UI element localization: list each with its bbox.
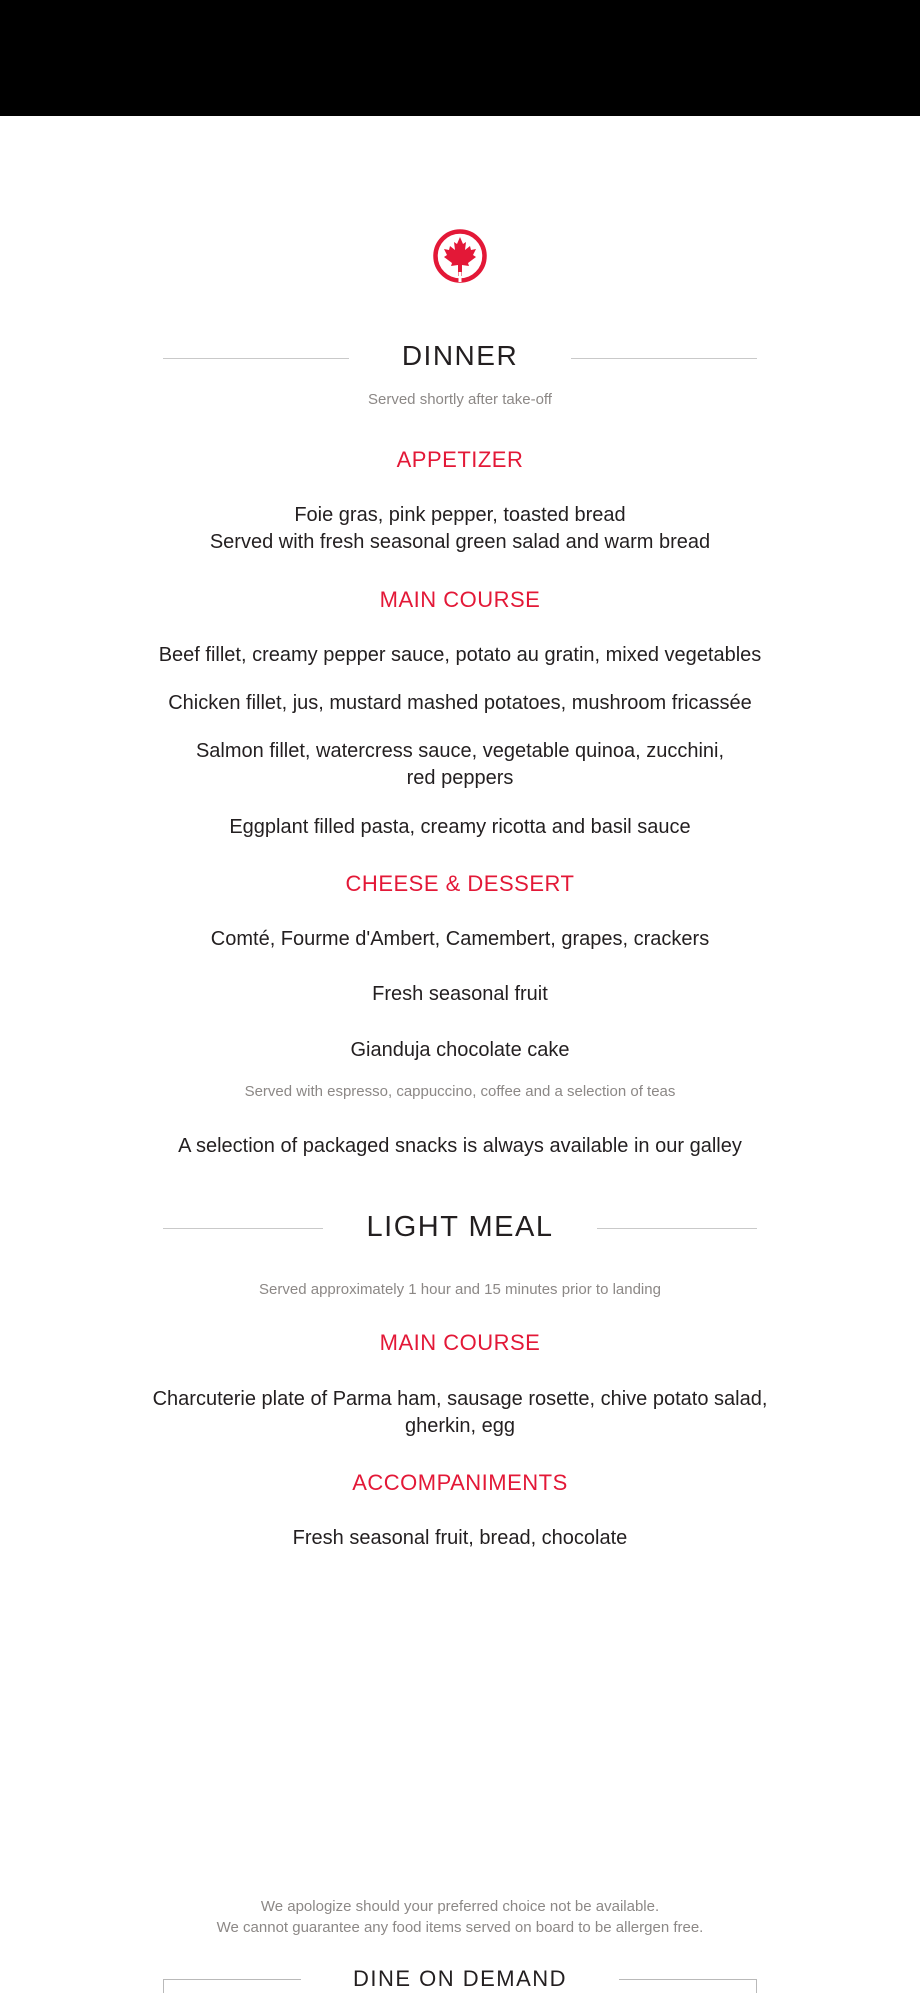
appetizer-note: Served with fresh seasonal green salad and warm bread <box>209 531 711 553</box>
main-item-beef: Beef fillet, creamy pepper sauce, potato au gratin, mixed vegetables <box>158 644 762 666</box>
footer-allergen: We cannot guarantee any food items served on board to be allergen free. <box>216 1919 704 1936</box>
snacks-note: A selection of packaged snacks is always available in our galley <box>178 1135 742 1157</box>
dinner-title: DINNER <box>401 340 519 371</box>
maple-leaf-roundel-icon <box>432 228 488 284</box>
main-item-eggplant: Eggplant filled pasta, creamy ricotta and basil sauce <box>229 816 691 838</box>
light-main-course-heading: MAIN COURSE <box>379 1330 541 1355</box>
light-meal-subtitle: Served approximately 1 hour and 15 minutes prior to landing <box>259 1281 661 1298</box>
cheese-dessert-heading: CHEESE & DESSERT <box>345 871 575 896</box>
accompaniments-heading: ACCOMPANIMENTS <box>352 1470 568 1495</box>
dessert-item-cheese: Comté, Fourme d'Ambert, Camembert, grapes, crackers <box>210 928 710 950</box>
dessert-note: Served with espresso, cappuccino, coffee and a selection of teas <box>244 1083 676 1100</box>
footer-apology: We apologize should your preferred choice not be available. <box>260 1898 660 1915</box>
light-main-item: Charcuterie plate of Parma ham, sausage rosette, chive potato salad, <box>152 1388 768 1410</box>
appetizer-item: Foie gras, pink pepper, toasted bread <box>294 504 626 526</box>
main-item-chicken: Chicken fillet, jus, mustard mashed potatoes, mushroom fricassée <box>168 692 752 714</box>
light-main-item-cont: gherkin, egg <box>404 1415 516 1437</box>
light-meal-title: LIGHT MEAL <box>366 1211 554 1243</box>
dine-on-demand-title: DINE ON DEMAND <box>352 1966 568 1991</box>
top-black-bar <box>0 0 920 116</box>
main-item-salmon-cont: red peppers <box>406 767 514 789</box>
accompaniments-item: Fresh seasonal fruit, bread, chocolate <box>292 1527 628 1549</box>
dessert-item-cake: Gianduja chocolate cake <box>350 1039 570 1061</box>
main-item-salmon: Salmon fillet, watercress sauce, vegetable quinoa, zucchini, <box>195 740 725 762</box>
dinner-subtitle: Served shortly after take-off <box>368 391 552 408</box>
dessert-item-fruit: Fresh seasonal fruit <box>372 983 548 1005</box>
main-course-heading: MAIN COURSE <box>379 587 541 612</box>
appetizer-heading: APPETIZER <box>396 447 524 472</box>
